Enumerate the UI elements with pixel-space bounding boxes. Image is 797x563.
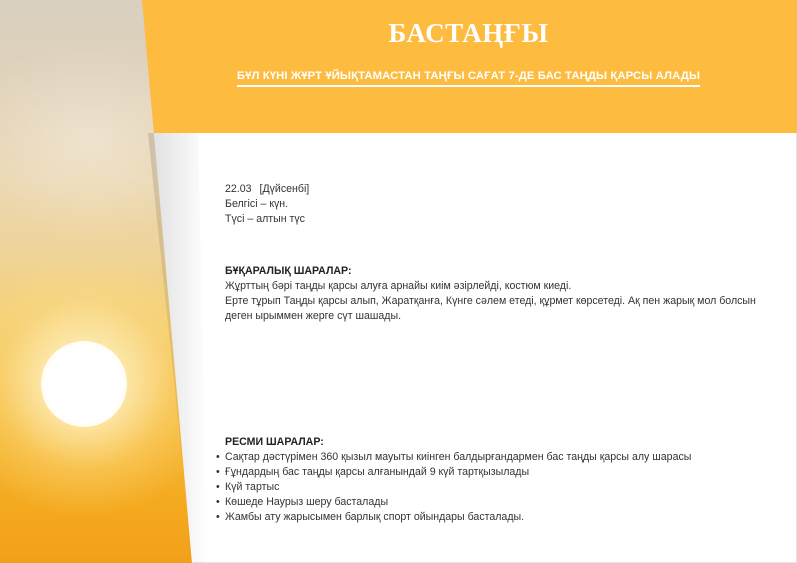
weekday-value: [Дүйсенбі] (259, 183, 310, 195)
list-item: • Күй тартыс (216, 480, 691, 495)
date-value: 22.03 (225, 183, 252, 195)
official-events-heading: РЕСМИ ШАРАЛАР: (225, 436, 324, 448)
page-subtitle: БҰЛ КҮНІ ЖҰРТ ҰЙЫҚТАМАСТАН ТАҢҒЫ САҒАТ 7-ДЕ БАС ТАҢДЫ ҚАРСЫ АЛАДЫ (237, 70, 700, 87)
page-title: БАСТАҢҒЫ (388, 18, 549, 48)
list-item: • Жамбы ату жарысымен барлық спорт ойындары басталады. (216, 510, 691, 525)
subtitle-wrap (140, 66, 797, 87)
official-events-section (216, 435, 691, 525)
color-line: Түсі – алтын түс (225, 213, 305, 225)
date-info (225, 182, 309, 227)
sun-icon (41, 341, 127, 427)
symbol-line: Белгісі – күн. (225, 198, 289, 210)
mass-events-line-2: Ерте тұрып Таңды қарсы алып, Жаратқанға, Күнге сәлем етеді, құрмет көрсетеді. Ақ пен жарық мол болсын деген ырыммен жерге сүт шашады. (225, 295, 756, 322)
list-item: • Көшеде Наурыз шеру басталады (216, 495, 691, 510)
date-line (225, 182, 309, 197)
list-item: • Сақтар дәстүрімен 360 қызыл мауыты киінген балдырғандармен бас таңды қарсы алу шарасы (216, 450, 691, 465)
official-events-list (216, 450, 691, 525)
mass-events-section (225, 264, 765, 324)
mass-events-line-1: Жұрттың бәрі таңды қарсы алуға арнайы киім әзірлейді, костюм киеді. (225, 280, 572, 292)
mass-events-heading: БҰҚАРАЛЫҚ ШАРАЛАР: (225, 265, 352, 277)
list-item: • Ғұндардың бас таңды қарсы алғанындай 9 күй тартқызылады (216, 465, 691, 480)
